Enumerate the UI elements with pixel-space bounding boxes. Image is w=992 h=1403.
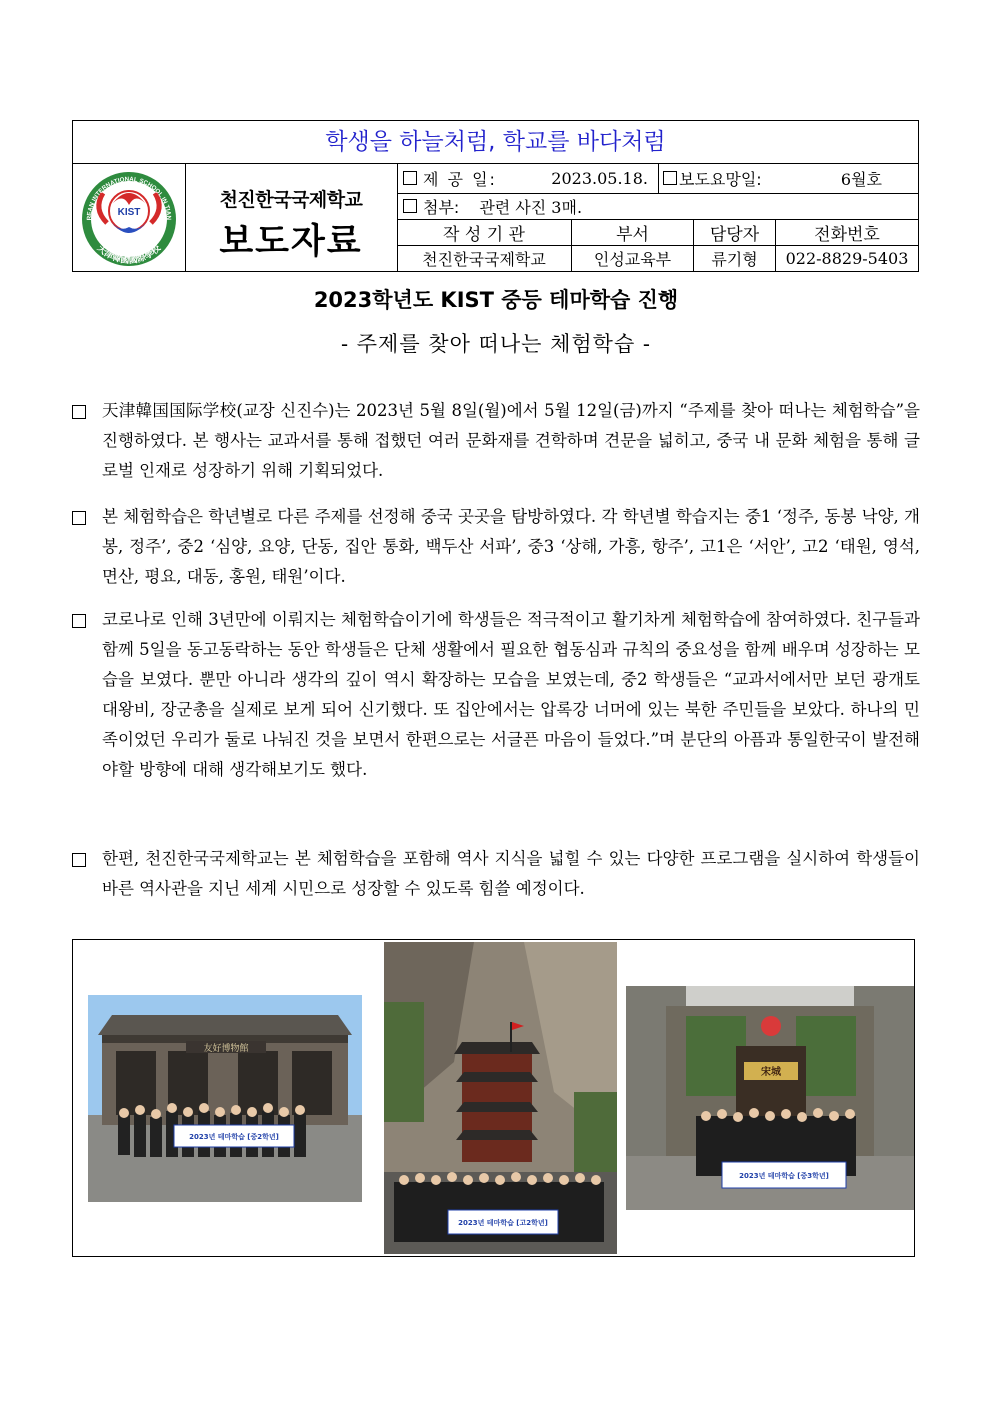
request-date-label: 보도요망일: [679,169,762,189]
paragraph [72,396,920,486]
date-label: 제 공 일: [423,169,497,189]
attachment-label: 첨부: [423,197,460,217]
park-sign-text: 宋城 [761,1067,781,1078]
paragraph-text: 天津韓国国际学校(교장 신진수)는 2023년 5월 8일(월)에서 5월 12일(금)까지 “주제를 찾아 떠나는 체험학습”을 진행하였다. 본 행사는 교과서를 통해 접했던 여러 문화재를 견학하며 견문을 넓히고, 중국 내 문화 체험을 통해 글로벌 인재로 성장하기 위해 기획되었다. [102,401,920,480]
col-dept: 부서 [572,219,694,245]
photo-banner-text: 2023년 테마학습 [중3학년] [739,1172,829,1180]
phone-value: 022-8829-5403 [785,248,909,268]
checkbox-icon [663,171,677,185]
school-slogan: 학생을 하늘처럼, 학교를 바다처럼 [73,121,918,164]
bullet-box-icon [72,853,86,867]
col-person: 담당자 [694,219,776,245]
logo-bottom-text: 天津韓國國際學校 [94,243,164,267]
paragraph-text: 본 체험학습은 학년별로 다른 주제를 선정해 중국 곳곳을 탐방하였다. 각 학년별 학습지는 중1 ‘정주, 동봉 낙양, 개봉, 정주’, 중2 ‘심양, 요양, 단동, 집안 통화, 백두산 서파’, 중3 ‘상해, 가흥, 항주’, 고1은 ‘서안’, 고2 ‘태원, 영석, 면산, 평요, 대동, 홍원, 태원’이다. [102,507,920,586]
logo-ring-text: REAN INTERNATIONAL SCHOOL IN TIAN [85,175,173,221]
paragraph-text: 코로나로 인해 3년만에 이뤄지는 체험학습이기에 학생들은 적극적이고 활기차게 체험학습에 참여하였다. 친구들과 함께 5일을 동고동락하는 동안 학생들은 단체 생활에서 필요한 협동심과 규칙의 중요성을 함께 배우며 성장하는 모습을 보였다. 뿐만 아니라 생각의 깊이 역시 확장하는 모습을 보였는데, 중2 학생들은 “교과서에서만 보던 광개토대왕비, 장군총을 실제로 보게 되어 신기했다. 또 집안에서는 압록강 너머에 있는 북한 주민들을 보았다. 하나의 민족이었던 우리가 둘로 나눠진 것을 보면서 한편으로는 서글픈 마음이 들었다.”며 분단의 아픔과 통일한국이 발전해야할 방향에 대해 생각해보기도 했다. [102,610,920,779]
paragraph [72,844,920,904]
person-value: 류기형 [694,245,776,271]
bullet-box-icon [72,614,86,628]
photo-temple-group [384,942,617,1254]
bullet-box-icon [72,511,86,525]
photo-banner-text: 2023년 테마학습 [고2학년] [458,1219,548,1227]
article-title: 2023학년도 KIST 중등 테마학습 진행 [313,288,679,312]
photo-museum-group [88,995,362,1202]
doc-type: 보도자료 [219,222,363,262]
dept-value: 인성교육부 [572,245,694,271]
release-date-row [397,163,918,194]
attachment-value: 관련 사진 3매. [479,197,583,217]
col-phone: 전화번호 [814,224,880,245]
school-logo [73,163,185,271]
paragraph [72,502,920,592]
contact-header-row [397,219,918,246]
org-value: 천진한국국제학교 [397,245,572,271]
attachment-row [397,193,918,220]
request-date-value: 6월호 [840,169,882,189]
photo-theme-park-group [626,986,914,1210]
bullet-box-icon [72,405,86,419]
checkbox-icon [403,171,417,185]
museum-sign-text: 友好博物館 [203,1044,249,1054]
contact-value-row [397,245,918,271]
checkbox-icon [403,199,417,213]
paragraph [72,605,920,785]
paragraph-text: 한편, 천진한국국제학교는 본 체험학습을 포함해 역사 지식을 넓힐 수 있는 다양한 프로그램을 실시하여 학생들이 바른 역사관을 지닌 세계 시민으로 성장할 수 있도록 힘쓸 예정이다. [102,849,920,898]
article-subtitle: - 주제를 찾아 떠나는 체험학습 - [341,332,651,356]
logo-center-text: KIST [117,207,141,218]
school-name: 천진한국국제학교 [219,189,363,211]
date-value: 2023.05.18. [551,168,648,188]
photo-banner-text: 2023년 테마학습 [중2학년] [189,1133,279,1141]
title-cell [185,163,398,271]
press-header-table [72,120,919,272]
col-org: 작 성 기 관 [397,219,572,245]
logo-cell [73,163,186,271]
